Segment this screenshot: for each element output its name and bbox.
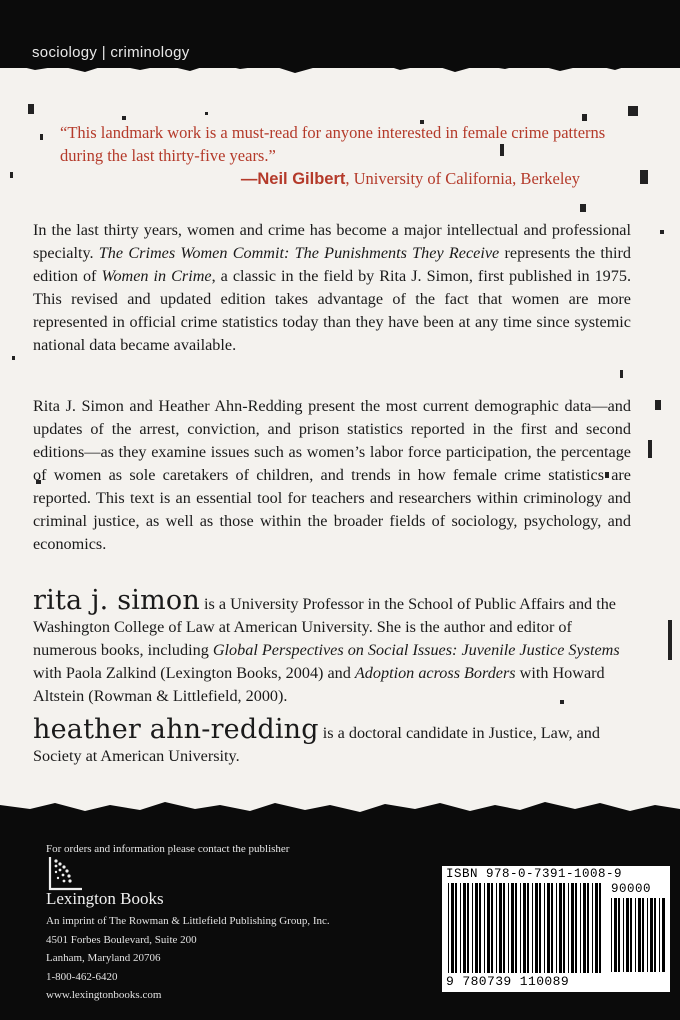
barcode-bar: [611, 898, 612, 972]
quote-author: —Neil Gilbert: [240, 170, 346, 188]
lexington-logo-icon: [46, 855, 86, 891]
publisher-website: www.lexingtonbooks.com: [46, 989, 162, 1002]
bottom-torn-edge: [0, 797, 680, 821]
barcode-bar: [496, 883, 497, 973]
barcode-bar: [467, 883, 469, 973]
ean-barcode: [448, 883, 606, 977]
barcode-bar: [595, 883, 598, 973]
barcode-bar: [571, 883, 574, 973]
barcode-bar: [479, 883, 481, 973]
isbn-number: ISBN 978-0-7391-1008-9: [446, 867, 623, 881]
bio1-text-c: with Howard Altstein (Rowman & Littlefield, 2000).: [33, 664, 605, 705]
barcode-bar: [511, 883, 514, 973]
barcode-bar: [448, 883, 449, 973]
barcode-bar: [626, 898, 629, 972]
bio2-text: is a doctoral candidate in Justice, Law, and Society at American University.: [33, 724, 600, 765]
bio1-book-1: Global Perspectives on Social Issues: Juvenile Justice Systems: [212, 641, 620, 659]
bio1-book-2: Adoption across Borders: [354, 664, 516, 682]
barcode-bar: [451, 883, 454, 973]
previous-edition-title: Women in Crime: [101, 267, 212, 285]
p1-text-a: In the last thirty years, women and crime has become a major intellectual and professional specialty.: [33, 221, 631, 262]
publisher-address: [46, 912, 330, 1005]
p1-text-c: , a classic in the field by Rita J. Simon, first published in 1975. This revised and updated edition takes advantage of the fact that women are more represented in official crime statistics today than they have been at any time since systemic national data became available.: [33, 267, 631, 354]
barcode-bar: [503, 883, 505, 973]
barcode-bar: [460, 883, 461, 973]
p1-text-b: represents the third edition of: [33, 244, 632, 285]
barcode-bar: [551, 883, 553, 973]
barcode-bar: [647, 898, 648, 972]
description-paragraph-2: Rita J. Simon and Heather Ahn-Redding present the most current demographic data—and updates of the arrest, conviction, and prison statistics reported in the first and second editions—as they examine issues such as women’s labor force participation, the percentage of women as sole caretakers of children, and trends in how female crime statistics are reported. This text is an essential tool for teachers and researchers within criminology and criminal justice, as well as those within the broader fields of sociology, psychology, and economics.: [33, 397, 631, 553]
barcode-bar: [635, 898, 636, 972]
quote-text: “This landmark work is a must-read for anyone interested in female crime patterns during the last thirty-five years.”: [60, 123, 606, 165]
description-paragraph-1: [33, 219, 631, 357]
barcode-bar: [527, 883, 529, 973]
quote-attribution: [60, 167, 620, 191]
barcode-bar: [475, 883, 478, 973]
book-title: The Crimes Women Commit: The Punishments They Receive: [98, 244, 500, 262]
barcode-bar: [662, 898, 665, 972]
bio1-text-a: is a University Professor in the School of Public Affairs and the Washington College of Law at American University. She is the author and editor of numerous books, including: [33, 595, 616, 659]
barcode-bar: [499, 883, 502, 973]
barcode-bar: [642, 898, 644, 972]
author-2-name: heather ahn-redding: [33, 714, 319, 745]
barcode-bar: [563, 883, 565, 973]
barcode-bar: [544, 883, 545, 973]
publisher-name: Lexington Books: [46, 889, 164, 908]
barcode-bar: [638, 898, 641, 972]
barcode-bar: [614, 898, 617, 972]
barcode-bar: [487, 883, 490, 973]
barcode-bar: [535, 883, 538, 973]
barcode-bar: [491, 883, 493, 973]
barcode-bar: [587, 883, 589, 973]
barcode-bar: [583, 883, 586, 973]
barcode-bar: [463, 883, 466, 973]
author-bio-1: [33, 585, 633, 708]
barcode-bar: [520, 883, 521, 973]
barcode-bar: [599, 883, 601, 973]
barcode-bar: [650, 898, 653, 972]
author-bio-2: [33, 714, 633, 768]
barcode-bar: [559, 883, 562, 973]
price-addon-number: 90000: [611, 882, 652, 896]
barcode-bar: [575, 883, 577, 973]
address-line: 1-800-462-6420: [46, 970, 118, 983]
barcode-bar: [654, 898, 656, 972]
category-label: sociology | criminology: [32, 44, 190, 61]
barcode-area: [442, 866, 670, 992]
barcode-bar: [484, 883, 485, 973]
address-line: An imprint of The Rowman & Littlefield Publishing Group, Inc.: [46, 915, 330, 927]
barcode-bar: [532, 883, 533, 973]
barcode-bar: [547, 883, 550, 973]
barcode-bar: [539, 883, 541, 973]
ean-number: 9 780739 110089: [446, 974, 570, 989]
barcode-bar: [523, 883, 526, 973]
address-line: 4501 Forbes Boulevard, Suite 200: [46, 933, 197, 946]
barcode-bar: [515, 883, 517, 973]
endorsement-quote: [60, 121, 620, 191]
barcode-bar: [592, 883, 593, 973]
barcode-bar: [568, 883, 569, 973]
barcode-bar: [623, 898, 624, 972]
contact-line: For orders and information please contact the publisher: [46, 843, 290, 855]
barcode-bar: [472, 883, 473, 973]
barcode-bar: [659, 898, 660, 972]
barcode-bar: [508, 883, 509, 973]
barcode-bar: [556, 883, 557, 973]
bio1-text-b: with Paola Zalkind (Lexington Books, 2004) and: [33, 664, 355, 682]
author-1-name: rita j. simon: [33, 585, 200, 616]
barcode-bar: [580, 883, 581, 973]
barcode-bar: [618, 898, 620, 972]
address-line: Lanham, Maryland 20706: [46, 952, 161, 965]
quote-affiliation: , University of California, Berkeley: [345, 169, 580, 188]
barcode-bar: [455, 883, 457, 973]
addon-barcode: [611, 898, 665, 972]
barcode-bar: [630, 898, 632, 972]
